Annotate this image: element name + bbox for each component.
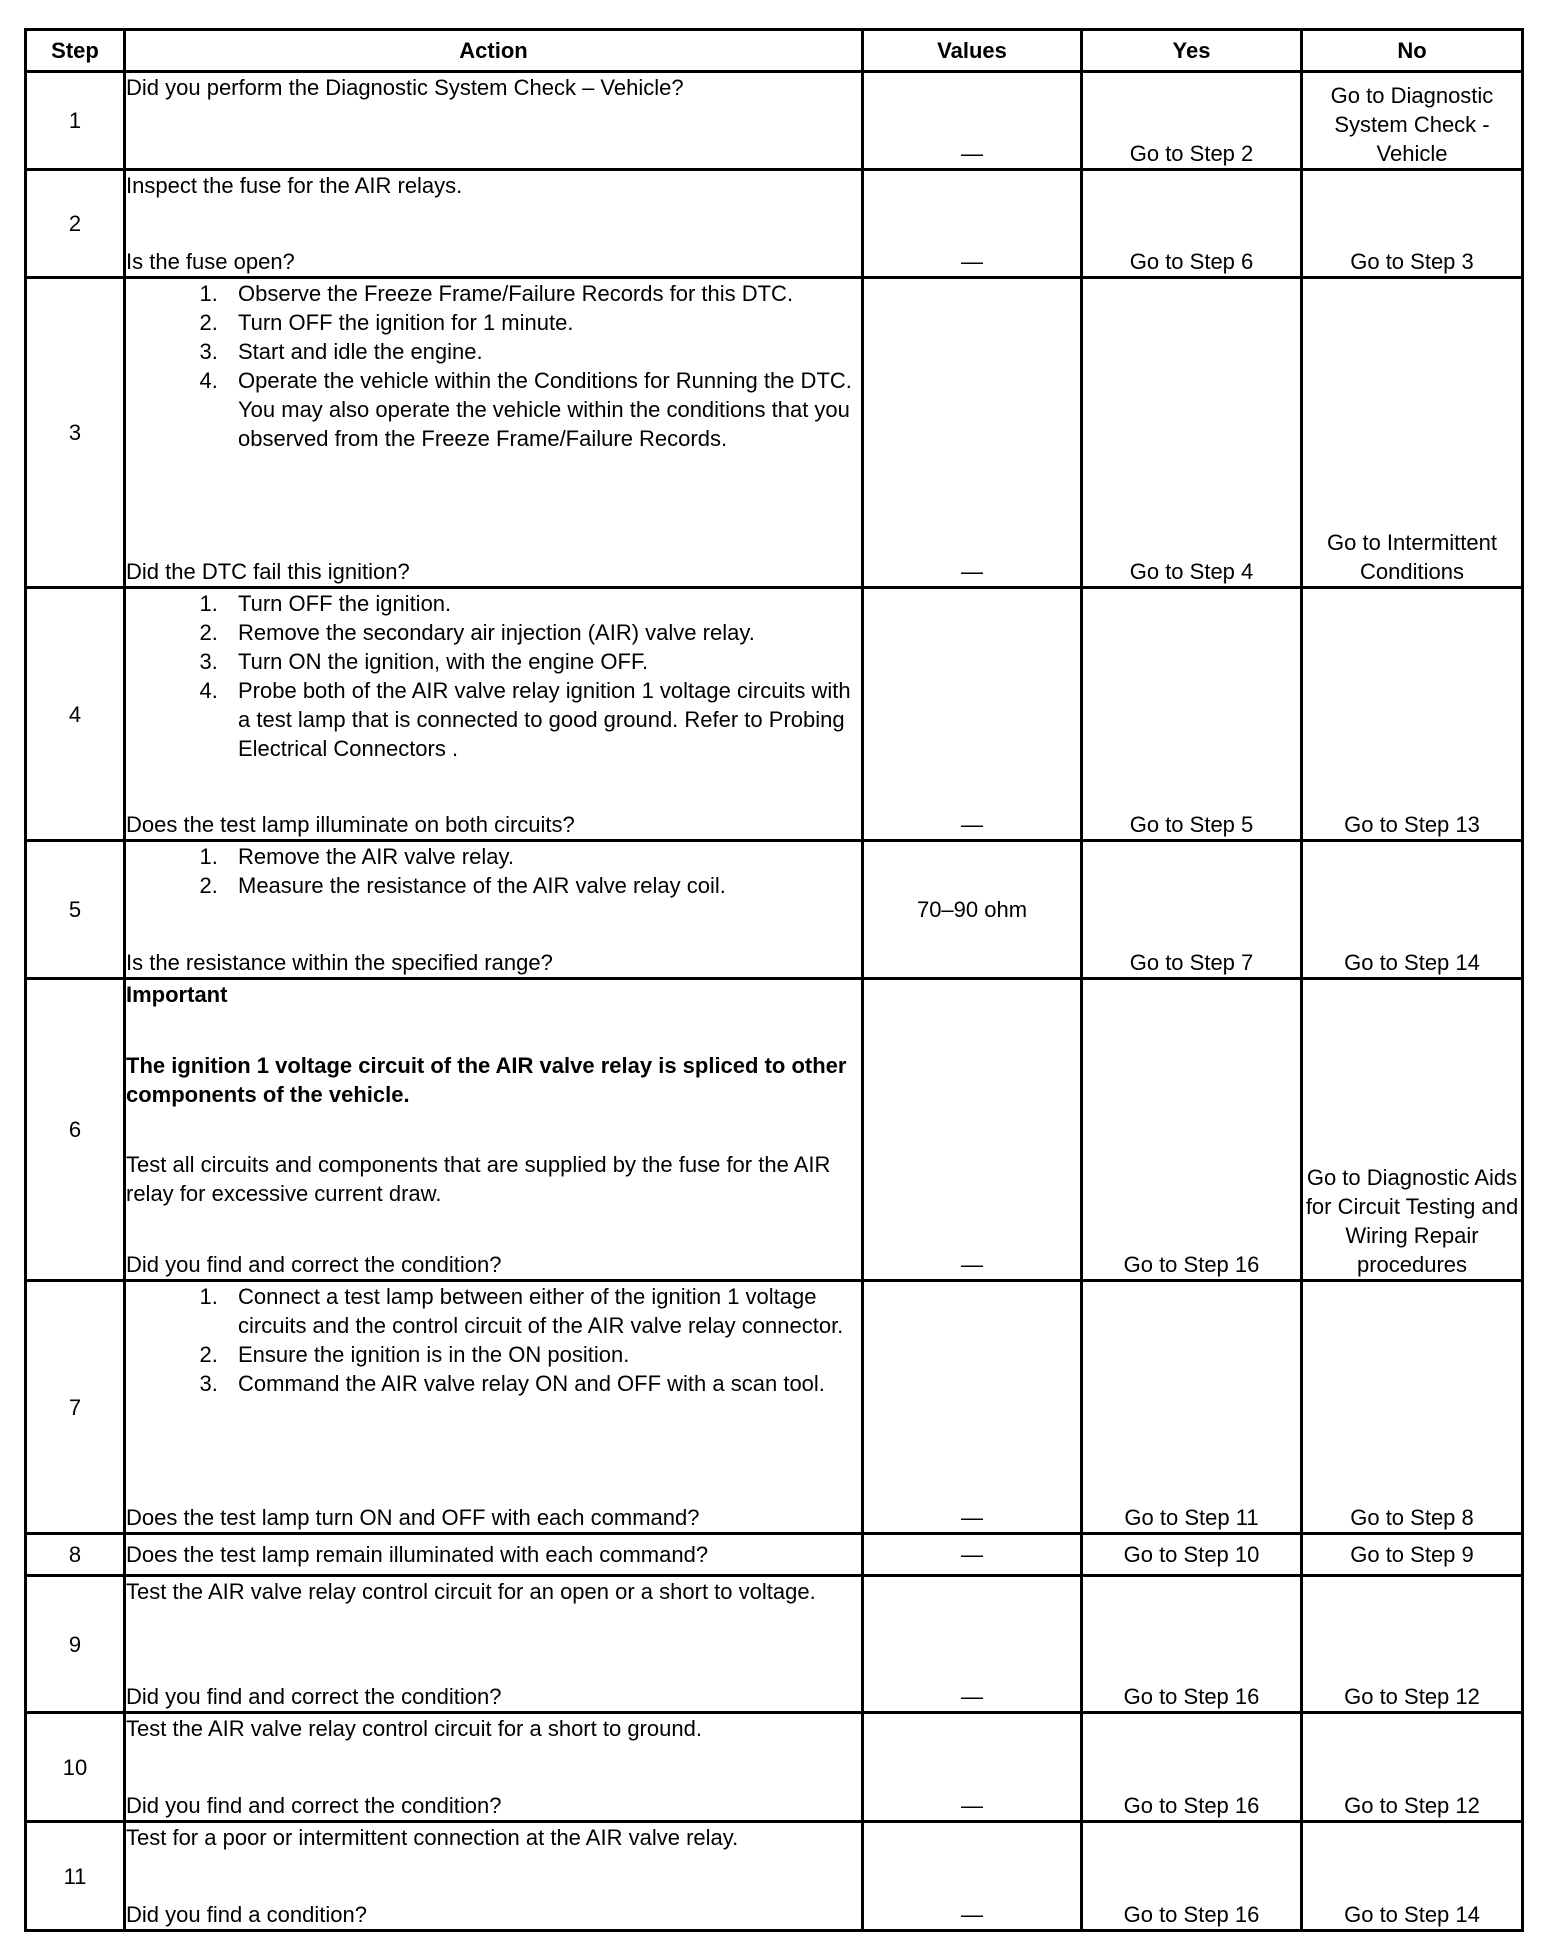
- step-number: 11: [26, 1822, 125, 1931]
- yes-cell: Go to Step 16: [1082, 1713, 1302, 1822]
- action-question: Did you find and correct the condition?: [126, 1793, 502, 1818]
- action-cell: [125, 72, 863, 170]
- table-row: [26, 1822, 1523, 1931]
- header-values: Values: [863, 30, 1082, 72]
- action-steps-list: [126, 279, 861, 453]
- action-cell: [125, 841, 863, 979]
- yes-cell: Go to Step 7: [1082, 841, 1302, 979]
- action-question: Did you perform the Diagnostic System Check – Vehicle?: [126, 75, 684, 100]
- values-cell: —: [863, 72, 1082, 170]
- list-item: 1. Observe the Freeze Frame/Failure Records for this DTC.: [224, 279, 861, 308]
- yes-cell: Go to Step 16: [1082, 979, 1302, 1281]
- action-cell: [125, 588, 863, 841]
- action-steps-list: [126, 842, 861, 900]
- step-number: 7: [26, 1281, 125, 1534]
- action-cell: [125, 1576, 863, 1713]
- no-cell: Go to Step 8: [1302, 1281, 1523, 1534]
- step-number: 6: [26, 979, 125, 1281]
- action-cell: [125, 979, 863, 1281]
- action-intro: Inspect the fuse for the AIR relays.: [126, 173, 463, 198]
- step-number: 4: [26, 588, 125, 841]
- values-cell: —: [863, 278, 1082, 588]
- values-cell: —: [863, 588, 1082, 841]
- action-question: Does the test lamp illuminate on both circuits?: [126, 812, 575, 837]
- no-cell: Go to Diagnostic System Check - Vehicle: [1302, 72, 1523, 170]
- no-cell: Go to Step 13: [1302, 588, 1523, 841]
- values-cell: —: [863, 1534, 1082, 1576]
- table-row: [26, 588, 1523, 841]
- no-cell: Go to Step 14: [1302, 1822, 1523, 1931]
- action-question: Is the resistance within the specified range?: [126, 950, 553, 975]
- action-intro: Test the AIR valve relay control circuit for an open or a short to voltage.: [126, 1579, 816, 1604]
- no-cell: Go to Step 9: [1302, 1534, 1523, 1576]
- action-question: Did you find and correct the condition?: [126, 1684, 502, 1709]
- step-number: 8: [26, 1534, 125, 1576]
- list-item: 2. Remove the secondary air injection (AIR) valve relay.: [224, 618, 861, 647]
- action-cell: [125, 1822, 863, 1931]
- values-cell: —: [863, 1576, 1082, 1713]
- important-label: Important: [126, 982, 228, 1007]
- list-item: 2. Measure the resistance of the AIR valve relay coil.: [224, 871, 861, 900]
- yes-cell: Go to Step 10: [1082, 1534, 1302, 1576]
- list-item: 2. Turn OFF the ignition for 1 minute.: [224, 308, 861, 337]
- yes-cell: Go to Step 11: [1082, 1281, 1302, 1534]
- table-row: [26, 1281, 1523, 1534]
- yes-cell: Go to Step 16: [1082, 1822, 1302, 1931]
- values-cell: —: [863, 170, 1082, 278]
- header-step: Step: [26, 30, 125, 72]
- action-cell: [125, 278, 863, 588]
- header-row: [26, 30, 1523, 72]
- values-cell: —: [863, 979, 1082, 1281]
- no-cell: Go to Step 12: [1302, 1713, 1523, 1822]
- step-number: 3: [26, 278, 125, 588]
- action-question: Does the test lamp turn ON and OFF with each command?: [126, 1505, 700, 1530]
- no-cell: Go to Intermittent Conditions: [1302, 278, 1523, 588]
- step-number: 10: [26, 1713, 125, 1822]
- action-cell: [125, 1281, 863, 1534]
- header-yes: Yes: [1082, 30, 1302, 72]
- no-cell: Go to Step 12: [1302, 1576, 1523, 1713]
- table-row: [26, 979, 1523, 1281]
- table-row: [26, 1713, 1523, 1822]
- action-question: Is the fuse open?: [126, 249, 295, 274]
- table-row: [26, 72, 1523, 170]
- values-cell: —: [863, 1281, 1082, 1534]
- action-steps-list: [126, 1282, 861, 1398]
- list-item: 3. Turn ON the ignition, with the engine OFF.: [224, 647, 861, 676]
- action-question: Did the DTC fail this ignition?: [126, 559, 410, 584]
- action-intro: Test all circuits and components that are supplied by the fuse for the AIR relay for excessive current draw.: [126, 1152, 831, 1207]
- action-intro: Test for a poor or intermittent connection at the AIR valve relay.: [126, 1825, 739, 1850]
- step-number: 9: [26, 1576, 125, 1713]
- action-cell: [125, 170, 863, 278]
- action-cell: [125, 1713, 863, 1822]
- yes-cell: Go to Step 16: [1082, 1576, 1302, 1713]
- yes-cell: Go to Step 6: [1082, 170, 1302, 278]
- action-question: Does the test lamp remain illuminated with each command?: [126, 1542, 709, 1567]
- no-cell: Go to Diagnostic Aids for Circuit Testing and Wiring Repair procedures: [1302, 979, 1523, 1281]
- step-number: 2: [26, 170, 125, 278]
- step-number: 1: [26, 72, 125, 170]
- list-item: 4. Probe both of the AIR valve relay ignition 1 voltage circuits with a test lamp that is connected to good ground. Refer to Probing Electrical Connectors .: [224, 676, 861, 763]
- action-question: Did you find and correct the condition?: [126, 1251, 502, 1277]
- action-intro: Test the AIR valve relay control circuit for a short to ground.: [126, 1716, 702, 1741]
- values-cell: 70–90 ohm: [863, 841, 1082, 979]
- table-row: [26, 841, 1523, 979]
- list-item: 1. Remove the AIR valve relay.: [224, 842, 861, 871]
- no-cell: Go to Step 14: [1302, 841, 1523, 979]
- list-item: 1. Turn OFF the ignition.: [224, 589, 861, 618]
- table-row: [26, 278, 1523, 588]
- yes-cell: Go to Step 2: [1082, 72, 1302, 170]
- table-row: [26, 1534, 1523, 1576]
- action-question: Did you find a condition?: [126, 1902, 367, 1927]
- step-number: 5: [26, 841, 125, 979]
- list-item: 3. Command the AIR valve relay ON and OFF with a scan tool.: [224, 1369, 861, 1398]
- header-no: No: [1302, 30, 1523, 72]
- action-steps-list: [126, 589, 861, 763]
- yes-cell: Go to Step 5: [1082, 588, 1302, 841]
- values-cell: —: [863, 1822, 1082, 1931]
- list-item: 4. Operate the vehicle within the Conditions for Running the DTC. You may also operate the vehicle within the conditions that you observed from the Freeze Frame/Failure Records.: [224, 366, 861, 453]
- action-cell: [125, 1534, 863, 1576]
- values-cell: —: [863, 1713, 1082, 1822]
- list-item: 3. Start and idle the engine.: [224, 337, 861, 366]
- table-row: [26, 1576, 1523, 1713]
- no-cell: Go to Step 3: [1302, 170, 1523, 278]
- diagnostic-table: [24, 28, 1524, 1932]
- important-note: The ignition 1 voltage circuit of the AIR valve relay is spliced to other components of the vehicle.: [126, 1052, 847, 1107]
- list-item: 2. Ensure the ignition is in the ON position.: [224, 1340, 861, 1369]
- yes-cell: Go to Step 4: [1082, 278, 1302, 588]
- table-row: [26, 170, 1523, 278]
- header-action: Action: [125, 30, 863, 72]
- list-item: 1. Connect a test lamp between either of the ignition 1 voltage circuits and the control circuit of the AIR valve relay connector.: [224, 1282, 861, 1340]
